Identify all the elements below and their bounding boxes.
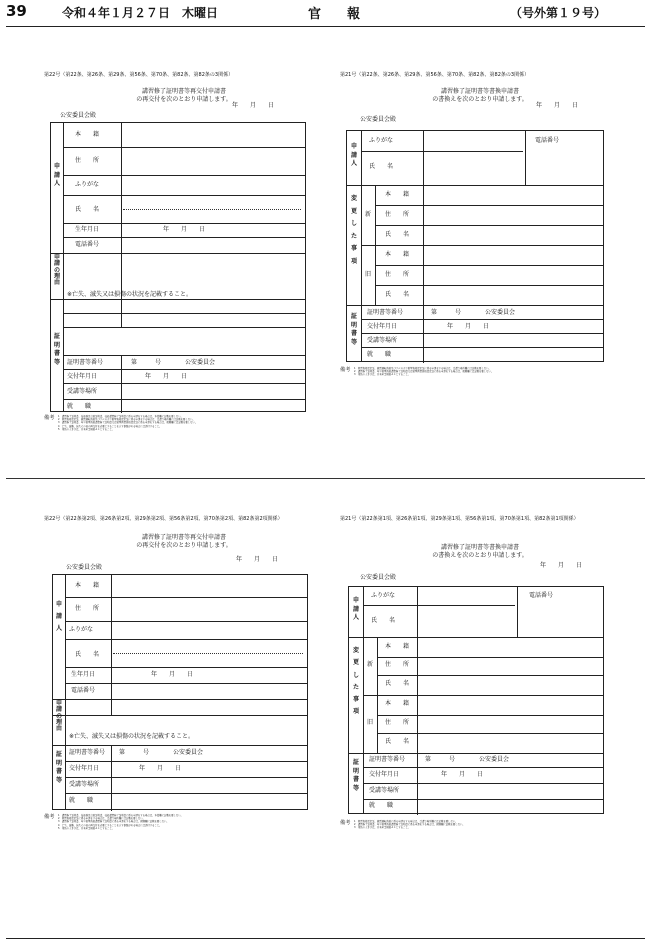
field-phone: 電話番号 (75, 241, 100, 248)
field-phone: 電話番号 (71, 687, 96, 694)
issue-date: 令和４年１月２７日 木曜日 (62, 6, 219, 20)
field-dob: 生年月日 (75, 226, 100, 233)
new-address: 住 所 (385, 211, 410, 218)
gazette-name: 官 報 (308, 7, 361, 22)
field-cert-no: 証明書等番号 (367, 309, 404, 316)
cert-label: 証明書等 (55, 751, 62, 785)
field-furigana: ふりがな (75, 181, 100, 188)
old-label: 旧 (365, 271, 372, 278)
field-honseki: 本 籍 (75, 582, 100, 589)
form-22-bottom (44, 516, 314, 916)
form-table (52, 574, 308, 810)
applicant-label: 申請人 (352, 597, 359, 622)
field-phone: 電話番号 (535, 137, 560, 144)
old-name: 氏 名 (385, 738, 410, 745)
cert-no-value: 第 号 公安委員会 (431, 309, 516, 316)
old-address: 住 所 (385, 271, 410, 278)
field-furigana: ふりがな (69, 626, 94, 633)
header-rule (6, 26, 645, 27)
field-address: 住 所 (75, 605, 100, 612)
page-header (0, 0, 651, 26)
reason-label: 申請の理由 (55, 700, 62, 733)
new-name: 氏 名 (385, 680, 410, 687)
form-title: 講習修了証明書等再交付申請書 の再交付を次のとおり申請します。 (136, 88, 232, 103)
issue-date-value: 年 月 日 (441, 771, 484, 778)
field-cert-no: 証明書等番号 (69, 749, 106, 756)
applicant-label: 申請人 (53, 163, 60, 188)
form-caption: 第22号（第22条第2項、第26条第2項、第29条第2項、第56条第2項、第70条第2項、第82条第2項関係） (44, 516, 283, 522)
form-22-top (44, 72, 314, 472)
field-address: 住 所 (75, 157, 100, 164)
change-label: 変更した事項 (350, 195, 357, 265)
form-notes: 備考 1 教習資格認定証、練習運転資格及びクロスボウ射撃資格認定証に係る申請をする場合は、受講等場所欄には記載を要しない。 2 講習修了証明書、年少射撃資格講習修了証明書又は射撃教習資格認定証に係る申請をする場合は、就職欄には記載を要しない。 3 用紙の大きさは、日本産業規格Ａ４とすること。 (340, 367, 494, 377)
field-issue-date: 交付年月日 (369, 771, 400, 778)
field-name: 氏 名 (369, 163, 394, 170)
form-date: 年 月 日 (540, 562, 583, 569)
reason-note: ※亡失、滅失又は損傷の状況を記載すること。 (67, 291, 193, 298)
new-address: 住 所 (385, 661, 410, 668)
dob-value: 年 月 日 (151, 671, 194, 678)
form-addressee: 公安委員会殿 (60, 112, 97, 119)
footer-rule (6, 938, 645, 939)
page-number: 39 (6, 2, 27, 20)
form-title: 講習修了証明書等書換申請書 の書換えを次のとおり申請します。 (432, 544, 528, 559)
field-venue: 受講等場所 (69, 781, 100, 788)
new-honseki: 本 籍 (385, 643, 410, 650)
old-honseki: 本 籍 (385, 700, 410, 707)
old-label: 旧 (367, 719, 374, 726)
form-table (348, 586, 604, 814)
field-job: 就 職 (69, 797, 94, 804)
form-notes: 備考 1 教習資格認定証、練習運転資格に係る申請をする場合は、受講等場所欄には記載を要しない。 2 講習修了証明書、年少射撃資格講習修了証明書に係る申請をする場合は、就職欄に記載を要しない。 3 用紙の大きさは、日本産業規格Ａ４とすること。 (340, 820, 465, 830)
issue-date-value: 年 月 日 (139, 765, 182, 772)
field-furigana: ふりがな (371, 592, 396, 599)
new-honseki: 本 籍 (385, 191, 410, 198)
dob-value: 年 月 日 (163, 226, 206, 233)
form-title: 講習修了証明書等再交付申請書 の再交付を次のとおり申請します。 (136, 534, 232, 549)
cert-label: 証明書等 (352, 759, 359, 793)
field-job: 就 職 (369, 802, 394, 809)
old-name: 氏 名 (385, 291, 410, 298)
field-venue: 受講等場所 (67, 388, 98, 395)
field-issue-date: 交付年月日 (69, 765, 100, 772)
applicant-label: 申請人 (350, 143, 357, 168)
old-honseki: 本 籍 (385, 251, 410, 258)
field-cert-no: 証明書等番号 (369, 756, 406, 763)
field-phone: 電話番号 (529, 592, 554, 599)
change-label: 変更した事項 (352, 647, 359, 716)
cert-no-value: 第 号 公安委員会 (119, 749, 204, 756)
cert-label: 証明書等 (53, 333, 60, 367)
middle-rule (6, 478, 645, 479)
applicant-label: 申請人 (55, 601, 62, 632)
field-furigana: ふりがな (369, 137, 394, 144)
form-date: 年 月 日 (536, 102, 579, 109)
form-21-bottom (340, 516, 610, 916)
field-cert-no: 証明書等番号 (67, 359, 104, 366)
form-notes: 備考 1 講習修了証明書、技能検定合格証明書、技能講習修了証明書に係る申請をする場合は、本籍欄に記載を要しない。 2 教習資格認定証、練習運転資格及びクロスボウ射撃資格認定証に係る申請をする場合は、受講等場所欄には記載を要しない。 3 講習修了証明書、年少射撃資格講習修了証明書又は射撃教習資格認定証に係る申請をする場合は、就職欄には記載を要しない。 4 亡失、盗難、滅失その他の再交付を必要とすることを示す事蹟がある場合には添付すること。 5 用紙の大きさは、日本産業規格Ａ４とすること。 (44, 415, 198, 431)
issue-date-value: 年 月 日 (447, 323, 490, 330)
new-label: 新 (365, 211, 372, 218)
new-name: 氏 名 (385, 231, 410, 238)
form-date: 年 月 日 (232, 102, 275, 109)
field-honseki: 本 籍 (75, 131, 100, 138)
form-notes: 備考 1 講習修了証明書、技能検定合格証明書、技能講習修了証明書に係る申請をする場合は、本籍欄に記載を要しない。 2 教習資格認定証に係る申請をする場合は、受講等場所欄には記載を要しない。 3 講習修了証明書、年少射撃資格講習修了証明書に係る申請をする場合は、就職欄に記載を要しない。 4 亡失、盗難、滅失その他の再交付を必要とすることを示す事蹟がある場合には添付すること。 5 用紙の大きさは、日本産業規格Ａ４とすること。 (44, 814, 184, 830)
field-issue-date: 交付年月日 (67, 373, 98, 380)
field-issue-date: 交付年月日 (367, 323, 398, 330)
old-address: 住 所 (385, 719, 410, 726)
form-caption: 第21号（第22条第1項、第26条第1項、第29条第1項、第56条第1項、第70条第1項、第82条第1項関係） (340, 516, 579, 522)
form-caption: 第21号（第22条、第26条、第29条、第56条、第70条、第82条、第82条の3関係） (340, 72, 530, 78)
reason-note: ※亡失、滅失又は損傷の状況を記載すること。 (69, 733, 195, 740)
field-name: 氏 名 (75, 206, 100, 213)
field-venue: 受講等場所 (367, 337, 398, 344)
field-name: 氏 名 (75, 651, 100, 658)
form-addressee: 公安委員会殿 (66, 564, 103, 571)
form-21-top (340, 72, 610, 472)
field-dob: 生年月日 (71, 671, 96, 678)
form-table (346, 130, 604, 362)
field-job: 就 職 (367, 351, 392, 358)
field-name: 氏 名 (371, 617, 396, 624)
field-venue: 受講等場所 (369, 787, 400, 794)
form-title: 講習修了証明書等書換申請書 の書換えを次のとおり申請します。 (432, 88, 528, 103)
cert-no-value: 第 号 公安委員会 (425, 756, 510, 763)
issue-date-value: 年 月 日 (145, 373, 188, 380)
form-date: 年 月 日 (236, 556, 279, 563)
issue-number: （号外第１９号） (510, 6, 607, 20)
new-label: 新 (367, 661, 374, 668)
reason-label: 申請の理由 (53, 254, 60, 287)
form-addressee: 公安委員会殿 (360, 116, 397, 123)
form-table (50, 122, 306, 412)
field-job: 就 職 (67, 403, 92, 410)
cert-label: 証明書等 (350, 313, 357, 347)
cert-no-value: 第 号 公安委員会 (131, 359, 216, 366)
form-caption: 第22号（第22条、第26条、第29条、第56条、第70条、第82条、第82条の3関係） (44, 72, 234, 78)
form-addressee: 公安委員会殿 (360, 574, 397, 581)
